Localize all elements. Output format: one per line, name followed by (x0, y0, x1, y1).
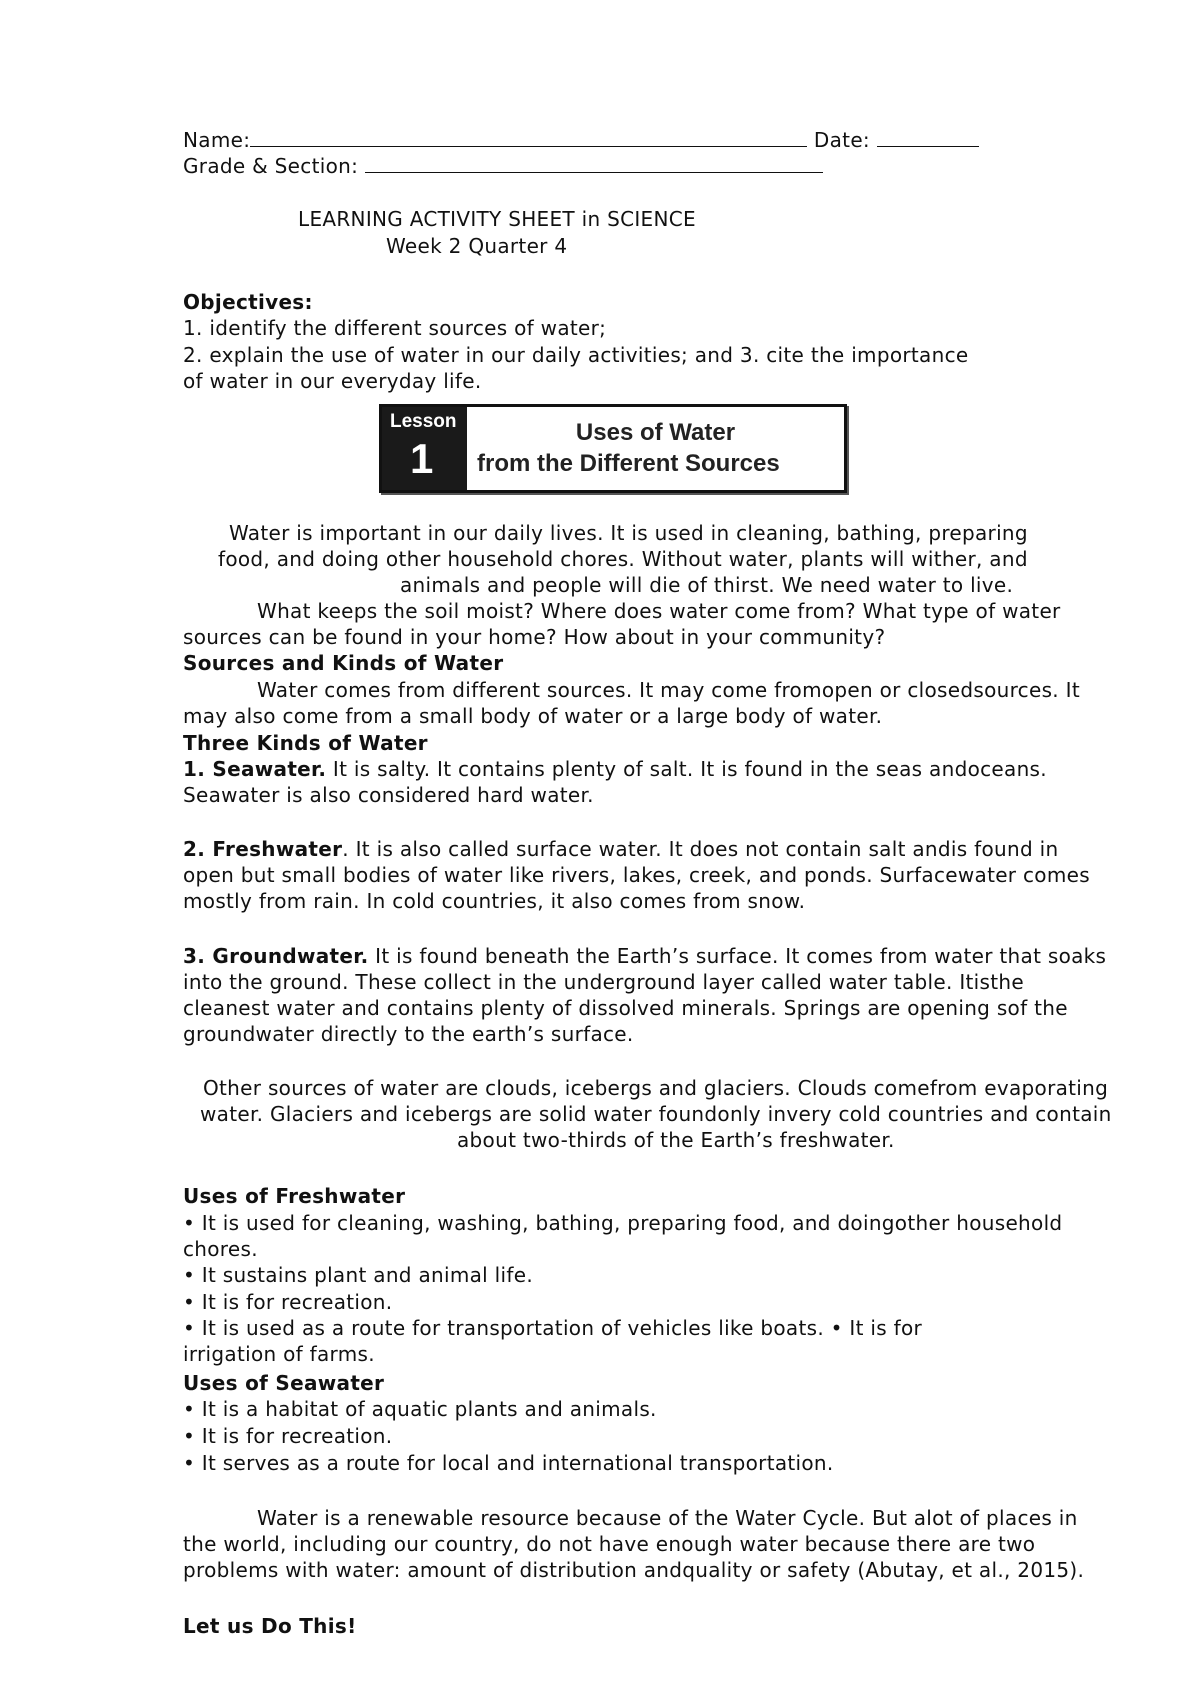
other-sources-line-1: Other sources of water are clouds, icebergs and glaciers. Clouds comefrom evaporating (203, 1076, 1109, 1100)
objective-1: 1. identify the different sources of water; (183, 316, 607, 340)
intro-line-4: What keeps the soil moist? Where does water come from? What type of water (257, 599, 1061, 623)
intro-line-2: food, and doing other household chores. Without water, plants will wither, and (218, 547, 1028, 571)
seawater-line-2: Seawater is also considered hard water. (183, 783, 594, 807)
other-sources-line-3: about two-thirds of the Earth’s freshwater. (457, 1128, 895, 1152)
grade-label: Grade & Section: (183, 154, 359, 178)
uses-freshwater-line-6: irrigation of farms. (183, 1342, 375, 1366)
lesson-title-line-2: from the Different Sources (477, 450, 780, 477)
objective-2: 2. explain the use of water in our daily activities; and 3. cite the importance (183, 343, 969, 367)
uses-freshwater-line-4: • It is for recreation. (183, 1290, 393, 1314)
name-row (183, 126, 979, 153)
freshwater-line-3: mostly from rain. In cold countries, it also comes from snow. (183, 889, 806, 913)
uses-seawater-line-3: • It serves as a route for local and international transportation. (183, 1451, 834, 1475)
conclusion-line-2: the world, including our country, do not have enough water because there are two (183, 1532, 1036, 1556)
lesson-title-line-1: Uses of Water (575, 419, 736, 446)
uses-freshwater-line-1: • It is used for cleaning, washing, bathing, preparing food, and doingother household (183, 1211, 1063, 1235)
sources-line-2: may also come from a small body of water or a large body of water. (183, 704, 883, 728)
name-blank[interactable] (250, 126, 807, 147)
lesson-banner (379, 404, 847, 493)
lesson-title-panel (467, 407, 844, 490)
objective-3: of water in our everyday life. (183, 369, 482, 393)
freshwater-label: 2. Freshwater (183, 837, 343, 861)
intro-line-1: Water is important in our daily lives. It is used in cleaning, bathing, preparing (229, 521, 1028, 545)
date-label: Date: (813, 128, 870, 152)
other-sources-line-2: water. Glaciers and icebergs are solid water foundonly invery cold countries and contain (200, 1102, 1112, 1126)
lesson-number: 1 (410, 435, 434, 482)
freshwater-text: . It is also called surface water. It does not contain salt andis found in (342, 837, 1059, 861)
uses-freshwater-heading: Uses of Freshwater (183, 1184, 406, 1208)
seawater-text: It is salty. It contains plenty of salt. It is found in the seas andoceans. (326, 757, 1047, 781)
intro-line-3: animals and people will die of thirst. We need water to live. (400, 573, 1014, 597)
lesson-label: Lesson (390, 411, 457, 432)
uses-seawater-heading: Uses of Seawater (183, 1371, 385, 1395)
groundwater-line-1 (183, 943, 1106, 969)
uses-freshwater-line-5: • It is used as a route for transportation of vehicles like boats. • It is for (183, 1316, 923, 1340)
date-blank[interactable] (877, 126, 979, 147)
groundwater-text: It is found beneath the Earth’s surface. It comes from water that soaks (368, 944, 1107, 968)
kinds-heading: Three Kinds of Water (183, 731, 428, 755)
seawater-line-1 (183, 756, 1047, 782)
freshwater-line-1 (183, 836, 1058, 862)
groundwater-line-2: into the ground. These collect in the underground layer called water table. Itisthe (183, 970, 1024, 994)
sheet-title: LEARNING ACTIVITY SHEET in SCIENCE (298, 207, 696, 231)
conclusion-line-1: Water is a renewable resource because of the Water Cycle. But alot of places in (257, 1506, 1078, 1530)
groundwater-label: 3. Groundwater. (183, 944, 369, 968)
uses-freshwater-line-2: chores. (183, 1237, 258, 1261)
grade-blank[interactable] (365, 152, 823, 173)
sources-heading: Sources and Kinds of Water (183, 651, 504, 675)
intro-line-5: sources can be found in your home? How about in your community? (183, 625, 886, 649)
grade-row (183, 152, 823, 179)
groundwater-line-3: cleanest water and contains plenty of dissolved minerals. Springs are opening sof the (183, 996, 1068, 1020)
lesson-number-panel (382, 407, 467, 490)
activity-heading: Let us Do This! (183, 1614, 357, 1638)
groundwater-line-4: groundwater directly to the earth’s surface. (183, 1022, 634, 1046)
conclusion-line-3: problems with water: amount of distribution andquality or safety (Abutay, et al., 2015). (183, 1558, 1085, 1582)
freshwater-line-2: open but small bodies of water like rivers, lakes, creek, and ponds. Surfacewater comes (183, 863, 1090, 887)
sheet-subtitle: Week 2 Quarter 4 (386, 234, 568, 258)
seawater-label: 1. Seawater. (183, 757, 327, 781)
name-label: Name: (183, 128, 251, 152)
sources-line-1: Water comes from different sources. It may come fromopen or closedsources. It (257, 678, 1080, 702)
uses-seawater-line-1: • It is a habitat of aquatic plants and animals. (183, 1397, 657, 1421)
objectives-heading: Objectives: (183, 290, 313, 314)
uses-freshwater-line-3: • It sustains plant and animal life. (183, 1263, 533, 1287)
uses-seawater-line-2: • It is for recreation. (183, 1424, 393, 1448)
